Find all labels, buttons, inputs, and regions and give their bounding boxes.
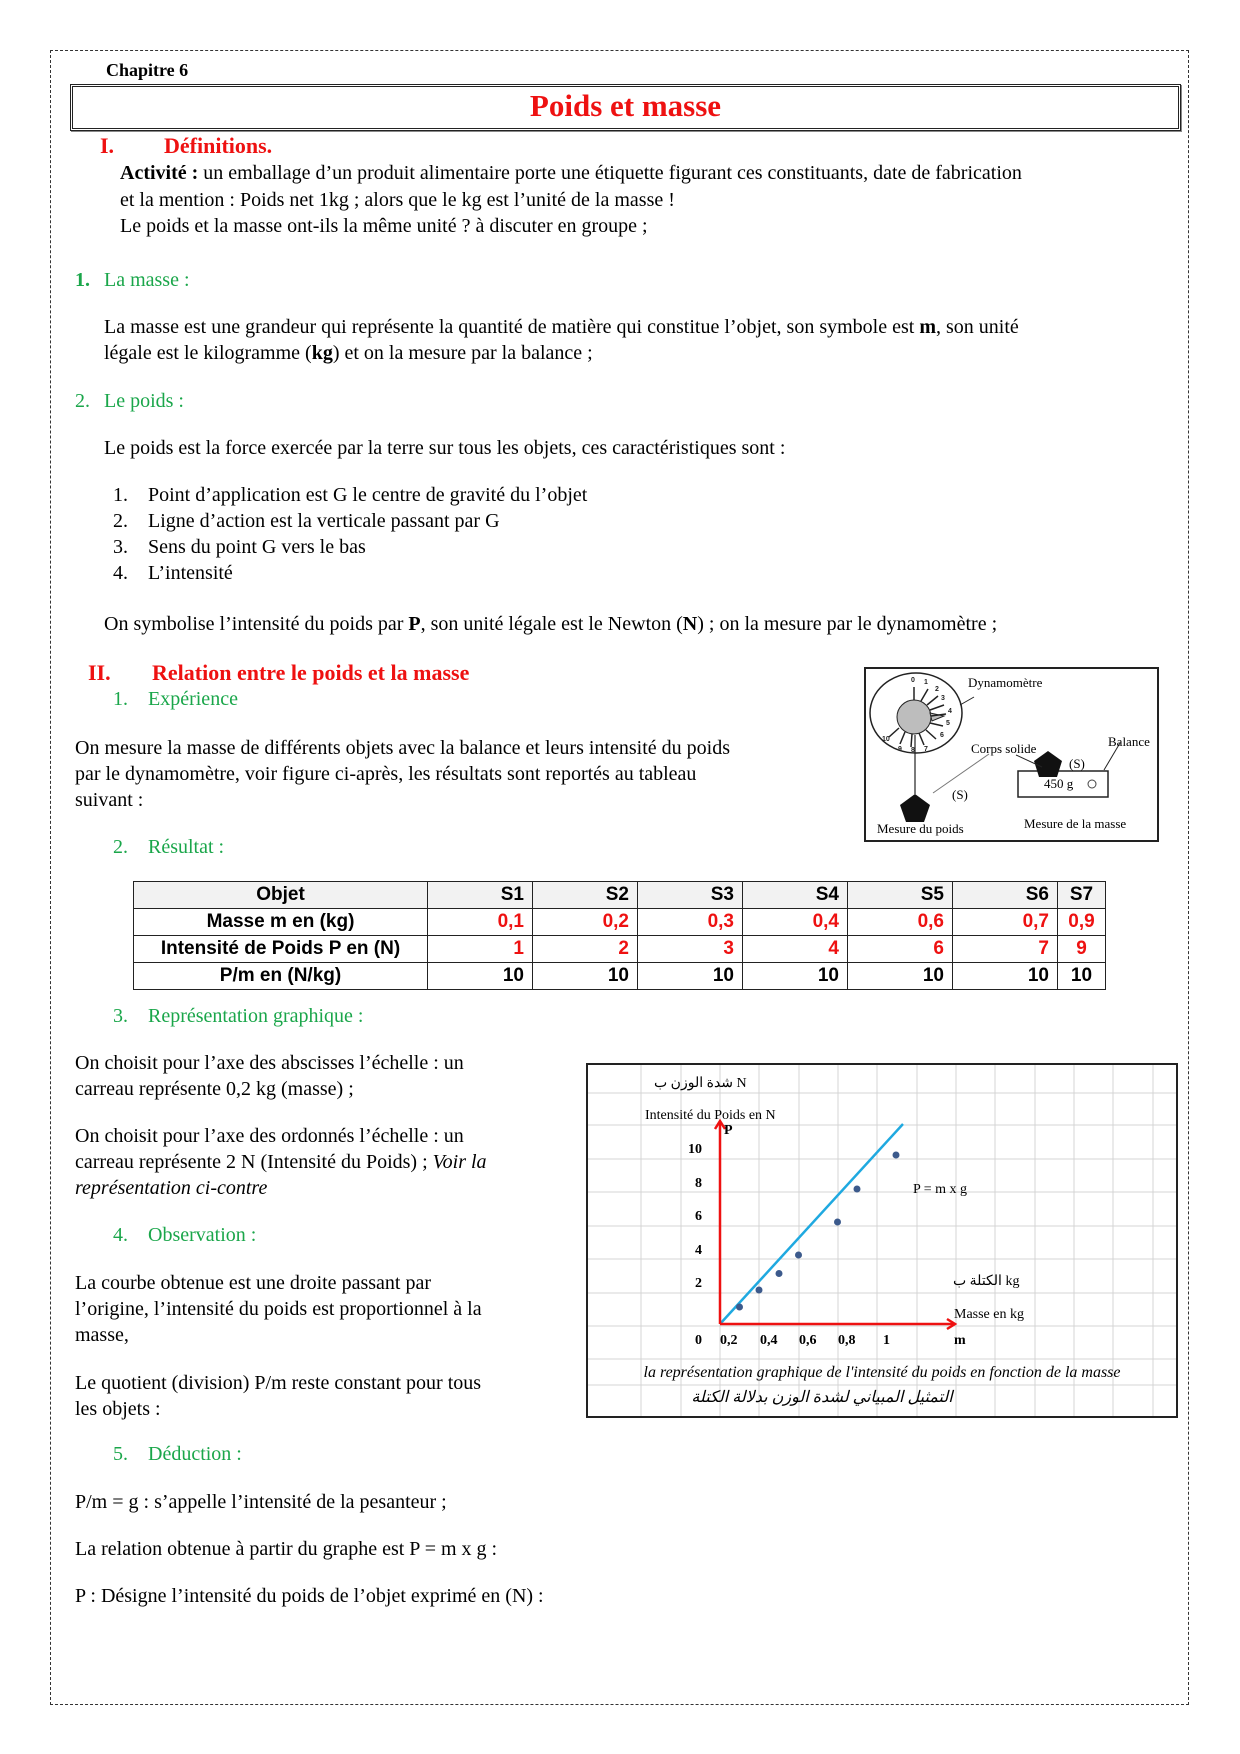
section-2-title: Relation entre le poids et la masse (152, 660, 470, 685)
table-cell: 0,7 (953, 909, 1058, 936)
y-axis-label: Intensité du Poids en N (645, 1108, 776, 1123)
weight-mass-chart (586, 1063, 1178, 1418)
subheading-deduction (113, 1441, 242, 1467)
mesure-poids-caption: Mesure du poids (877, 821, 964, 836)
svg-text:9: 9 (898, 746, 902, 753)
svg-text:6: 6 (940, 732, 944, 739)
subheading-poids (75, 388, 184, 414)
section-2-heading (88, 660, 469, 686)
graph-scale-y-line-2 (75, 1149, 487, 1175)
table-cell: 6 (848, 936, 953, 963)
y-tick: 2 (695, 1276, 702, 1291)
svg-text:8: 8 (911, 747, 915, 754)
table-cell: 10 (533, 963, 638, 990)
page-title: Poids et masse (529, 88, 722, 123)
list-text: Point d’application est G le centre de gravité du l’objet (148, 484, 588, 506)
mesure-masse-caption: Mesure de la masse (1024, 816, 1127, 831)
equation-label: P = m x g (913, 1182, 968, 1197)
subheading-experience-number: 1. (113, 688, 128, 710)
graph-scale-x-line-1: On choisit pour l’axe des abscisses l’échelle : un (75, 1052, 464, 1074)
subheading-observation-number: 4. (113, 1224, 128, 1246)
row-label: Masse m en (kg) (134, 909, 428, 936)
subheading-graph-title: Représentation graphique : (148, 1005, 364, 1027)
svg-text:1: 1 (924, 679, 928, 686)
activity-line-2: et la mention : Poids net 1kg ; alors que le kg est l’unité de la masse ! (120, 189, 675, 211)
table-row (134, 963, 1106, 990)
list-number: 2. (113, 510, 128, 532)
symbol-text-c: ) ; on la mesure par le dynamomètre ; (697, 613, 998, 635)
poids-list-item (113, 560, 233, 586)
subheading-experience (113, 686, 238, 712)
masse-text-c: légale est le kilogramme ( (104, 342, 312, 364)
subheading-experience-title: Expérience (148, 688, 238, 710)
chapter-label: Chapitre 6 (106, 60, 189, 80)
y-tick: 8 (695, 1176, 702, 1191)
table-header-cell: S1 (428, 882, 533, 909)
x-tick: 0,2 (720, 1333, 738, 1348)
table-header-cell: S4 (743, 882, 848, 909)
y-axis-symbol: P (724, 1123, 733, 1138)
corps-solide-label: Corps solide (971, 741, 1037, 756)
experiment-figure (864, 667, 1159, 842)
symbol-text-b: , son unité légale est le Newton ( (420, 613, 683, 635)
table-header-cell: S3 (638, 882, 743, 909)
activity-line-1 (120, 160, 1022, 186)
table-cell: 0,6 (848, 909, 953, 936)
subheading-poids-number: 2. (75, 390, 90, 412)
y-tick: 4 (695, 1243, 702, 1258)
table-cell: 10 (848, 963, 953, 990)
subheading-resultat-number: 2. (113, 836, 128, 858)
subheading-graph-number: 3. (113, 1005, 128, 1027)
subheading-masse (75, 267, 190, 293)
experience-line-3: suivant : (75, 789, 144, 811)
list-number: 4. (113, 562, 128, 584)
observation-line-4: Le quotient (division) P/m reste constant pour tous (75, 1372, 482, 1394)
table-row (134, 909, 1106, 936)
section-1-numeral: I. (100, 133, 115, 158)
table-cell: 10 (638, 963, 743, 990)
activity-label: Activité : (120, 162, 199, 184)
masse-text-d: ) et on la mesure par la balance ; (332, 342, 593, 364)
x-tick: 0 (695, 1333, 702, 1348)
x-tick: 0,8 (838, 1333, 856, 1348)
chart-caption: la représentation graphique de l'intensité du poids en fonction de la masse (643, 1364, 1121, 1381)
x-axis-label-ar: الكتلة ب kg (953, 1274, 1020, 1289)
activity-text-1: un emballage d’un produit alimentaire porte une étiquette figurant ces constituants, date de fabrication (198, 162, 1022, 184)
x-tick: 0,4 (760, 1333, 778, 1348)
list-number: 3. (113, 536, 128, 558)
masse-text-a: La masse est une grandeur qui représente la quantité de matière qui constitue l’objet, son symbole est (104, 316, 920, 338)
experience-line-2: par le dynamomètre, voir figure ci-après, les résultats sont reportés au tableau (75, 763, 697, 785)
poids-list-item (113, 508, 500, 534)
list-number: 1. (113, 484, 128, 506)
subheading-graph (113, 1003, 364, 1029)
svg-text:7: 7 (924, 746, 928, 753)
graph-see-note-2: représentation ci-contre (75, 1177, 268, 1199)
x-tick: 1 (883, 1333, 890, 1348)
x-axis-symbol: m (954, 1333, 966, 1348)
poids-symbol-sentence (104, 611, 997, 637)
svg-text:10: 10 (882, 736, 890, 743)
balance-reading: 450 g (1044, 776, 1074, 791)
table-row (134, 936, 1106, 963)
table-cell: 9 (1058, 936, 1106, 963)
subheading-observation (113, 1222, 256, 1248)
y-tick: 10 (688, 1142, 702, 1157)
table-cell: 4 (743, 936, 848, 963)
observation-line-3: masse, (75, 1324, 129, 1346)
table-cell: 10 (1058, 963, 1106, 990)
table-cell: 0,4 (743, 909, 848, 936)
graph-scale-y-text: carreau représente 2 N (Intensité du Poids) ; (75, 1151, 433, 1173)
table-cell: 10 (743, 963, 848, 990)
subheading-masse-number: 1. (75, 269, 90, 291)
subheading-masse-title: La masse : (104, 269, 190, 291)
masse-definition-line-2 (104, 340, 593, 366)
observation-line-2: l’origine, l’intensité du poids est proportionnel à la (75, 1298, 482, 1320)
poids-intro: Le poids est la force exercée par la terre sur tous les objets, ces caractéristiques sont : (104, 437, 786, 459)
table-header-cell: S6 (953, 882, 1058, 909)
svg-text:2: 2 (935, 686, 939, 693)
x-tick: 0,6 (799, 1333, 817, 1348)
table-cell: 1 (428, 936, 533, 963)
observation-line-5: les objets : (75, 1398, 161, 1420)
results-table (133, 881, 1106, 990)
y-axis-label-ar: شدة الوزن ب N (654, 1076, 747, 1091)
subheading-deduction-number: 5. (113, 1443, 128, 1465)
masse-unit: kg (311, 342, 333, 364)
deduction-line-2: La relation obtenue à partir du graphe est P = m x g : (75, 1538, 498, 1560)
poids-list-item (113, 534, 366, 560)
table-cell: 7 (953, 936, 1058, 963)
svg-text:3: 3 (941, 695, 945, 702)
subheading-resultat (113, 834, 224, 860)
symbol-p: P (408, 613, 421, 635)
dynamometre-label: Dynamomètre (968, 675, 1043, 690)
table-cell: 10 (428, 963, 533, 990)
s-label-left: (S) (952, 787, 968, 802)
table-header-cell: S2 (533, 882, 638, 909)
symbol-n: N (682, 613, 698, 635)
x-axis-label: Masse en kg (954, 1307, 1024, 1322)
balance-label: Balance (1108, 734, 1150, 749)
experience-line-1: On mesure la masse de différents objets avec la balance et leurs intensité du poids (75, 737, 730, 759)
graph-scale-x-line-2: carreau représente 0,2 kg (masse) ; (75, 1078, 354, 1100)
table-header-cell: Objet (134, 882, 428, 909)
list-text: L’intensité (148, 562, 233, 584)
symbol-text-a: On symbolise l’intensité du poids par (104, 613, 409, 635)
table-cell: 10 (953, 963, 1058, 990)
deduction-line-1: P/m = g : s’appelle l’intensité de la pesanteur ; (75, 1491, 447, 1513)
row-label: P/m en (N/kg) (134, 963, 428, 990)
graph-see-note: Voir la (432, 1151, 487, 1173)
svg-text:5: 5 (946, 720, 950, 727)
table-cell: 0,9 (1058, 909, 1106, 936)
activity-line-3: Le poids et la masse ont-ils la même unité ? à discuter en groupe ; (120, 215, 648, 237)
table-header-cell: S5 (848, 882, 953, 909)
graph-scale-y-line-1: On choisit pour l’axe des ordonnés l’échelle : un (75, 1125, 464, 1147)
masse-definition-line-1 (104, 314, 1019, 340)
table-cell: 3 (638, 936, 743, 963)
observation-line-1: La courbe obtenue est une droite passant par (75, 1272, 431, 1294)
subheading-deduction-title: Déduction : (148, 1443, 242, 1465)
table-cell: 0,3 (638, 909, 743, 936)
table-header-row (134, 882, 1106, 909)
svg-text:4: 4 (948, 708, 952, 715)
row-label: Intensité de Poids P en (N) (134, 936, 428, 963)
poids-list-item (113, 482, 587, 508)
table-header-cell: S7 (1058, 882, 1106, 909)
table-cell: 2 (533, 936, 638, 963)
table-cell: 0,1 (428, 909, 533, 936)
s-label-right: (S) (1069, 756, 1085, 771)
section-1-heading (100, 133, 272, 159)
y-tick: 6 (695, 1209, 702, 1224)
subheading-resultat-title: Résultat : (148, 836, 225, 858)
chart-caption-ar: التمثيل المبياني لشدة الوزن بدلالة الكتلة (691, 1389, 953, 1406)
svg-text:0: 0 (911, 677, 915, 684)
subheading-poids-title: Le poids : (104, 390, 184, 412)
masse-symbol: m (919, 316, 936, 338)
section-1-title: Définitions. (164, 133, 273, 158)
subheading-observation-title: Observation : (148, 1224, 257, 1246)
section-2-numeral: II. (88, 660, 111, 685)
list-text: Sens du point G vers le bas (148, 536, 366, 558)
deduction-line-3: P : Désigne l’intensité du poids de l’objet exprimé en (N) : (75, 1585, 544, 1607)
table-cell: 0,2 (533, 909, 638, 936)
list-text: Ligne d’action est la verticale passant par G (148, 510, 500, 532)
masse-text-b: , son unité (935, 316, 1019, 338)
